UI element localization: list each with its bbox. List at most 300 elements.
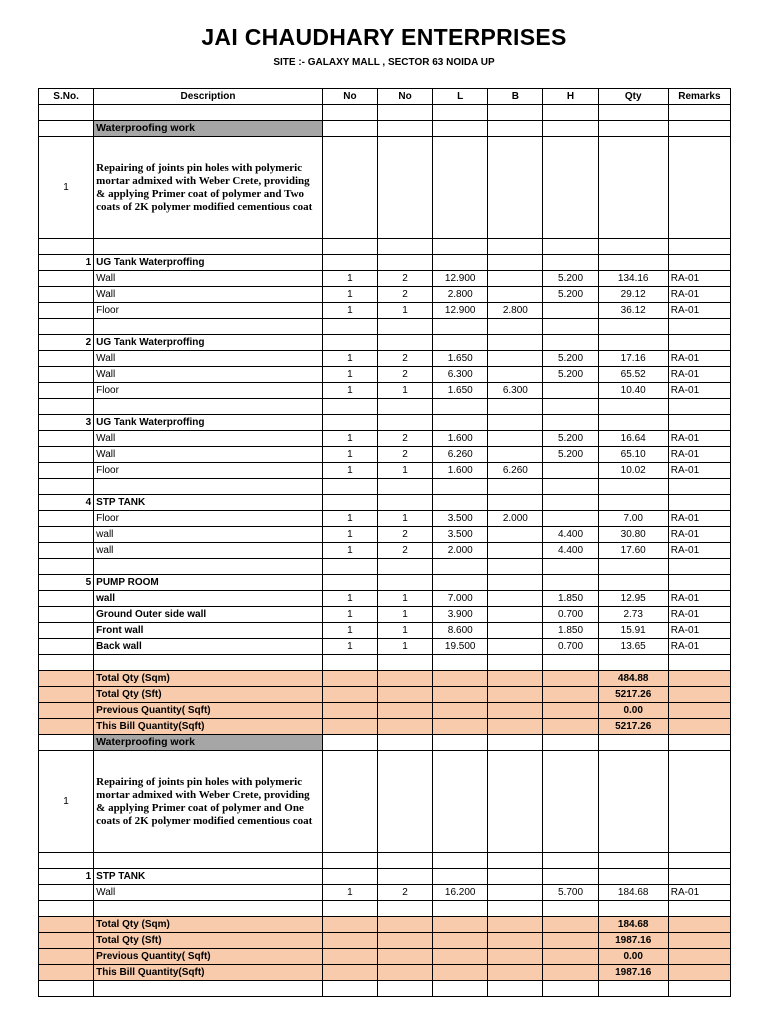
row-qty: 17.60	[598, 543, 668, 559]
empty-cell	[94, 981, 323, 997]
row-remarks: RA-01	[668, 383, 730, 399]
row-height	[543, 383, 598, 399]
table-cell	[322, 255, 377, 271]
table-row	[39, 367, 731, 383]
row-breadth	[488, 351, 543, 367]
row-qty: 12.95	[598, 591, 668, 607]
row-no-2: 2	[377, 885, 432, 901]
table-row	[39, 271, 731, 287]
table-cell	[433, 735, 488, 751]
row-length: 6.260	[433, 447, 488, 463]
total-row	[39, 949, 731, 965]
table-cell	[488, 965, 543, 981]
empty-cell	[433, 901, 488, 917]
table-cell	[488, 495, 543, 511]
table-cell	[668, 949, 730, 965]
empty-cell	[39, 853, 94, 869]
empty-cell	[39, 981, 94, 997]
table-cell	[433, 869, 488, 885]
table-cell	[543, 869, 598, 885]
table-cell	[377, 687, 432, 703]
col-h: H	[543, 89, 598, 105]
row-no-2: 2	[377, 271, 432, 287]
empty-cell	[433, 239, 488, 255]
row-breadth: 6.300	[488, 383, 543, 399]
row-height: 1.850	[543, 623, 598, 639]
row-remarks: RA-01	[668, 287, 730, 303]
row-no-2: 1	[377, 591, 432, 607]
group-header-row	[39, 869, 731, 885]
group-number: 2	[39, 335, 94, 351]
row-height: 5.200	[543, 447, 598, 463]
row-no-1: 1	[322, 639, 377, 655]
row-breadth	[488, 543, 543, 559]
table-cell	[377, 495, 432, 511]
empty-cell	[433, 655, 488, 671]
empty-cell	[94, 479, 323, 495]
table-cell	[39, 527, 94, 543]
table-cell	[543, 735, 598, 751]
table-cell	[433, 687, 488, 703]
table-cell	[488, 751, 543, 853]
table-cell	[377, 255, 432, 271]
row-breadth	[488, 287, 543, 303]
empty-cell	[377, 399, 432, 415]
table-cell	[668, 703, 730, 719]
row-height: 5.200	[543, 351, 598, 367]
row-qty: 134.16	[598, 271, 668, 287]
table-cell	[543, 965, 598, 981]
table-cell	[377, 335, 432, 351]
row-no-1: 1	[322, 431, 377, 447]
empty-cell	[433, 981, 488, 997]
group-number: 3	[39, 415, 94, 431]
empty-cell	[488, 559, 543, 575]
empty-cell	[598, 901, 668, 917]
table-cell	[543, 751, 598, 853]
total-label: Previous Quantity( Sqft)	[94, 703, 323, 719]
table-cell	[433, 335, 488, 351]
table-cell	[543, 671, 598, 687]
row-qty: 16.64	[598, 431, 668, 447]
row-height: 5.200	[543, 271, 598, 287]
table-cell	[543, 687, 598, 703]
table-cell	[377, 869, 432, 885]
table-cell	[39, 607, 94, 623]
table-cell	[598, 495, 668, 511]
table-cell	[488, 255, 543, 271]
table-cell	[543, 719, 598, 735]
row-breadth	[488, 885, 543, 901]
table-cell	[598, 575, 668, 591]
empty-cell	[668, 901, 730, 917]
row-no-1: 1	[322, 885, 377, 901]
table-cell	[668, 933, 730, 949]
table-cell	[377, 933, 432, 949]
measurement-table	[38, 88, 731, 997]
row-remarks: RA-01	[668, 303, 730, 319]
row-no-2: 2	[377, 351, 432, 367]
table-cell	[322, 933, 377, 949]
empty-cell	[433, 559, 488, 575]
table-cell	[543, 949, 598, 965]
empty-row	[39, 399, 731, 415]
empty-cell	[668, 655, 730, 671]
table-cell	[433, 121, 488, 137]
empty-cell	[377, 479, 432, 495]
row-length: 2.000	[433, 543, 488, 559]
empty-row	[39, 901, 731, 917]
table-cell	[543, 703, 598, 719]
table-cell	[39, 543, 94, 559]
row-remarks: RA-01	[668, 511, 730, 527]
row-qty: 17.16	[598, 351, 668, 367]
empty-cell	[668, 559, 730, 575]
table-cell	[39, 965, 94, 981]
table-cell	[488, 917, 543, 933]
row-description: Wall	[94, 885, 323, 901]
empty-cell	[322, 399, 377, 415]
row-description: wall	[94, 591, 323, 607]
empty-cell	[377, 319, 432, 335]
table-cell	[543, 917, 598, 933]
empty-cell	[668, 981, 730, 997]
empty-cell	[598, 853, 668, 869]
table-cell	[377, 965, 432, 981]
group-name: UG Tank Waterproffing	[94, 335, 323, 351]
table-cell	[488, 415, 543, 431]
total-value: 5217.26	[598, 687, 668, 703]
empty-cell	[94, 105, 323, 121]
row-no-2: 2	[377, 367, 432, 383]
empty-cell	[39, 239, 94, 255]
row-height	[543, 511, 598, 527]
table-cell	[488, 735, 543, 751]
empty-cell	[488, 479, 543, 495]
col-remarks: Remarks	[668, 89, 730, 105]
empty-cell	[488, 853, 543, 869]
table-cell	[377, 703, 432, 719]
row-no-1: 1	[322, 383, 377, 399]
total-row	[39, 703, 731, 719]
empty-cell	[488, 399, 543, 415]
row-remarks: RA-01	[668, 271, 730, 287]
empty-cell	[598, 655, 668, 671]
row-no-2: 1	[377, 639, 432, 655]
empty-cell	[94, 853, 323, 869]
row-length: 1.650	[433, 383, 488, 399]
empty-cell	[433, 399, 488, 415]
table-cell	[668, 255, 730, 271]
table-cell	[433, 255, 488, 271]
empty-cell	[39, 901, 94, 917]
empty-cell	[543, 239, 598, 255]
empty-cell	[488, 239, 543, 255]
row-breadth	[488, 271, 543, 287]
section-heading: Waterproofing work	[94, 121, 323, 137]
row-description: Wall	[94, 271, 323, 287]
table-cell	[668, 671, 730, 687]
empty-cell	[322, 319, 377, 335]
table-cell	[668, 121, 730, 137]
table-cell	[433, 415, 488, 431]
empty-cell	[668, 479, 730, 495]
empty-cell	[668, 853, 730, 869]
group-header-row	[39, 335, 731, 351]
row-height: 5.700	[543, 885, 598, 901]
empty-cell	[543, 853, 598, 869]
empty-cell	[39, 399, 94, 415]
table-cell	[322, 335, 377, 351]
table-cell	[322, 949, 377, 965]
row-height: 4.400	[543, 543, 598, 559]
section-row	[39, 121, 731, 137]
table-row	[39, 527, 731, 543]
group-number: 4	[39, 495, 94, 511]
table-cell	[377, 917, 432, 933]
row-description: wall	[94, 527, 323, 543]
section-heading: Waterproofing work	[94, 735, 323, 751]
row-length: 6.300	[433, 367, 488, 383]
empty-cell	[433, 319, 488, 335]
row-length: 3.900	[433, 607, 488, 623]
col-description: Description	[94, 89, 323, 105]
table-cell	[39, 719, 94, 735]
table-cell	[543, 335, 598, 351]
table-cell	[39, 703, 94, 719]
empty-cell	[322, 655, 377, 671]
table-row	[39, 447, 731, 463]
row-height: 0.700	[543, 607, 598, 623]
table-cell	[377, 735, 432, 751]
table-cell	[39, 383, 94, 399]
empty-cell	[39, 105, 94, 121]
table-cell	[668, 415, 730, 431]
row-length: 1.600	[433, 463, 488, 479]
row-height: 4.400	[543, 527, 598, 543]
total-row	[39, 671, 731, 687]
table-cell	[488, 703, 543, 719]
empty-cell	[322, 479, 377, 495]
row-remarks: RA-01	[668, 885, 730, 901]
empty-cell	[39, 479, 94, 495]
table-cell	[322, 917, 377, 933]
table-cell	[488, 575, 543, 591]
row-qty: 30.80	[598, 527, 668, 543]
table-cell	[322, 735, 377, 751]
table-cell	[39, 447, 94, 463]
empty-row	[39, 853, 731, 869]
total-value: 1987.16	[598, 965, 668, 981]
empty-cell	[488, 981, 543, 997]
empty-cell	[322, 981, 377, 997]
table-cell	[543, 575, 598, 591]
row-height: 5.200	[543, 367, 598, 383]
empty-cell	[668, 105, 730, 121]
row-qty: 7.00	[598, 511, 668, 527]
row-remarks: RA-01	[668, 463, 730, 479]
row-no-2: 2	[377, 287, 432, 303]
row-no-2: 1	[377, 383, 432, 399]
item-description-row	[39, 751, 731, 853]
row-no-1: 1	[322, 543, 377, 559]
table-cell	[488, 719, 543, 735]
row-length: 3.500	[433, 511, 488, 527]
table-row	[39, 543, 731, 559]
total-label: Total Qty (Sft)	[94, 933, 323, 949]
table-cell	[668, 869, 730, 885]
empty-cell	[322, 239, 377, 255]
item-description-row	[39, 137, 731, 239]
row-breadth	[488, 367, 543, 383]
empty-cell	[94, 901, 323, 917]
group-number: 1	[39, 869, 94, 885]
row-height: 5.200	[543, 431, 598, 447]
row-no-1: 1	[322, 463, 377, 479]
row-length: 19.500	[433, 639, 488, 655]
empty-cell	[668, 319, 730, 335]
table-cell	[488, 949, 543, 965]
row-description: Front wall	[94, 623, 323, 639]
table-cell	[488, 933, 543, 949]
table-cell	[668, 751, 730, 853]
row-no-1: 1	[322, 351, 377, 367]
table-cell	[433, 751, 488, 853]
table-cell	[668, 687, 730, 703]
row-length: 8.600	[433, 623, 488, 639]
table-cell	[598, 735, 668, 751]
row-breadth	[488, 527, 543, 543]
empty-cell	[94, 559, 323, 575]
table-cell	[377, 671, 432, 687]
table-cell	[39, 303, 94, 319]
row-breadth	[488, 639, 543, 655]
table-cell	[488, 687, 543, 703]
row-description: wall	[94, 543, 323, 559]
group-header-row	[39, 495, 731, 511]
table-row	[39, 287, 731, 303]
table-cell	[377, 719, 432, 735]
group-number: 1	[39, 255, 94, 271]
empty-cell	[598, 319, 668, 335]
item-description: Repairing of joints pin holes with polymeric mortar admixed with Weber Crete, providing & applying Primer coat of polymer and One coats of 2K polymer modified cementious coat	[94, 751, 323, 853]
table-cell	[39, 121, 94, 137]
empty-cell	[377, 559, 432, 575]
row-no-2: 2	[377, 527, 432, 543]
empty-cell	[94, 399, 323, 415]
row-remarks: RA-01	[668, 367, 730, 383]
table-cell	[668, 965, 730, 981]
table-cell	[39, 687, 94, 703]
row-no-2: 1	[377, 607, 432, 623]
table-cell	[433, 933, 488, 949]
row-breadth	[488, 591, 543, 607]
empty-cell	[39, 559, 94, 575]
empty-row	[39, 105, 731, 121]
row-description: Floor	[94, 463, 323, 479]
row-description: Floor	[94, 383, 323, 399]
row-qty: 10.40	[598, 383, 668, 399]
empty-cell	[39, 655, 94, 671]
table-cell	[488, 671, 543, 687]
total-value: 0.00	[598, 949, 668, 965]
row-no-2: 1	[377, 623, 432, 639]
table-cell	[39, 351, 94, 367]
table-cell	[377, 949, 432, 965]
empty-cell	[598, 399, 668, 415]
table-cell	[39, 431, 94, 447]
empty-cell	[94, 319, 323, 335]
table-cell	[39, 287, 94, 303]
item-sno: 1	[39, 751, 94, 853]
empty-cell	[377, 901, 432, 917]
row-description: Wall	[94, 447, 323, 463]
empty-row	[39, 479, 731, 495]
row-qty: 10.02	[598, 463, 668, 479]
row-no-2: 1	[377, 511, 432, 527]
table-cell	[39, 623, 94, 639]
table-cell	[668, 575, 730, 591]
row-breadth	[488, 607, 543, 623]
row-length: 16.200	[433, 885, 488, 901]
table-cell	[39, 671, 94, 687]
col-qty: Qty	[598, 89, 668, 105]
row-length: 7.000	[433, 591, 488, 607]
table-cell	[39, 463, 94, 479]
row-no-1: 1	[322, 511, 377, 527]
table-cell	[543, 137, 598, 239]
row-remarks: RA-01	[668, 447, 730, 463]
empty-cell	[488, 319, 543, 335]
table-row	[39, 591, 731, 607]
row-remarks: RA-01	[668, 431, 730, 447]
row-no-2: 1	[377, 463, 432, 479]
row-no-1: 1	[322, 607, 377, 623]
empty-row	[39, 559, 731, 575]
total-value: 1987.16	[598, 933, 668, 949]
total-value: 0.00	[598, 703, 668, 719]
empty-cell	[598, 105, 668, 121]
group-header-row	[39, 415, 731, 431]
empty-cell	[377, 105, 432, 121]
table-cell	[488, 335, 543, 351]
row-breadth	[488, 431, 543, 447]
page-title: JAI CHAUDHARY ENTERPRISES	[201, 24, 567, 50]
table-cell	[488, 121, 543, 137]
group-name: STP TANK	[94, 495, 323, 511]
row-no-1: 1	[322, 271, 377, 287]
row-length: 1.600	[433, 431, 488, 447]
col-no-1: No	[322, 89, 377, 105]
table-cell	[668, 335, 730, 351]
table-cell	[39, 735, 94, 751]
site-subtitle: SITE :- GALAXY MALL , SECTOR 63 NOIDA UP	[273, 57, 495, 68]
col-sno: S.No.	[39, 89, 94, 105]
row-description: Back wall	[94, 639, 323, 655]
table-cell	[598, 751, 668, 853]
total-label: Total Qty (Sqm)	[94, 671, 323, 687]
row-breadth	[488, 447, 543, 463]
total-row	[39, 719, 731, 735]
row-qty: 13.65	[598, 639, 668, 655]
row-no-2: 1	[377, 303, 432, 319]
table-cell	[488, 137, 543, 239]
total-value: 184.68	[598, 917, 668, 933]
table-cell	[433, 575, 488, 591]
table-cell	[322, 687, 377, 703]
row-remarks: RA-01	[668, 639, 730, 655]
group-number: 5	[39, 575, 94, 591]
